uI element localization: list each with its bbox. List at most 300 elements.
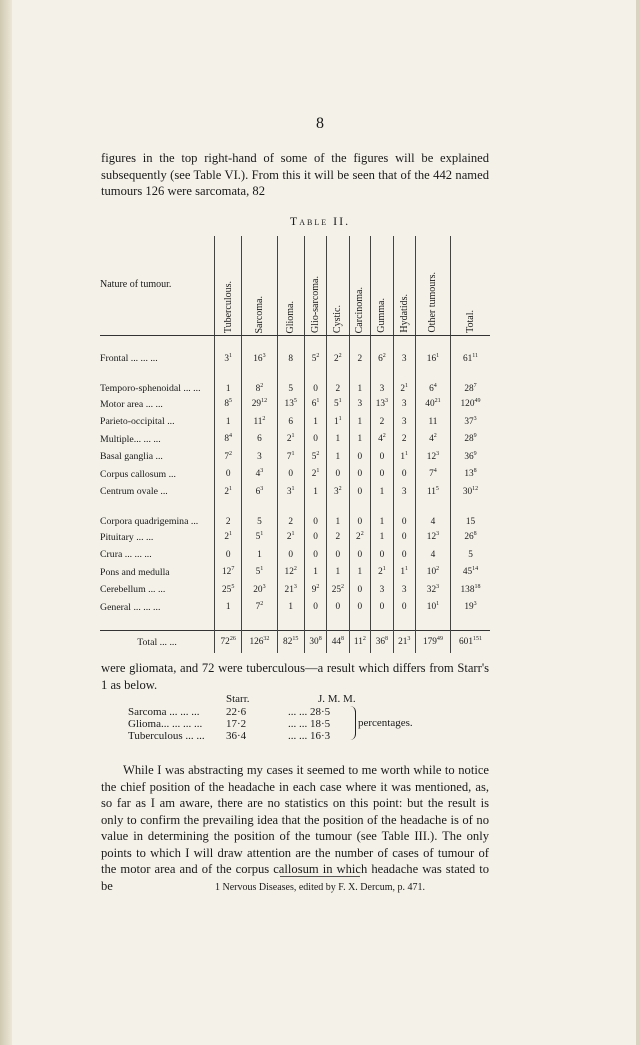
total-row: [100, 631, 490, 654]
cell-superscript: 1: [291, 450, 295, 457]
table-cell: [304, 350, 326, 368]
table-cell: [327, 581, 349, 599]
table-cell: [451, 483, 490, 501]
cell-value: 12: [284, 567, 294, 578]
cell-value: 0: [379, 549, 385, 560]
table-cell: [327, 501, 349, 529]
comparison-row-label: Glioma... ... ... ...: [128, 718, 203, 730]
cell-superscript: 5: [231, 583, 235, 590]
cell-value: 25: [222, 584, 232, 595]
cell-value: 12: [222, 567, 232, 578]
table-cell: [371, 564, 393, 582]
cell-value: 82: [283, 637, 293, 647]
cell-value: 4: [378, 434, 383, 445]
table-cell: [327, 368, 349, 396]
cell-value: 1: [225, 416, 231, 427]
cell-value: 5: [255, 532, 261, 543]
comparison-jmm-value: ... ... 16·3: [288, 730, 331, 742]
table-cell: [393, 599, 415, 617]
cell-value: 5: [311, 451, 317, 462]
table-cell: [327, 350, 349, 368]
column-header: Total.: [451, 236, 490, 336]
table-cell: [393, 466, 415, 484]
cell-superscript: 3: [262, 352, 266, 359]
table-cell: [451, 368, 490, 396]
cell-value: 0: [313, 549, 318, 560]
cell-value: 29: [251, 399, 262, 410]
table-cell: [277, 368, 304, 396]
cell-value: 7: [224, 451, 229, 462]
cell-value: 2: [379, 416, 385, 427]
table-cell: [371, 350, 393, 368]
cell-value: 0: [401, 532, 407, 543]
table-cell: [215, 599, 242, 617]
table-cell: [277, 631, 304, 654]
table-cell: [242, 368, 277, 396]
cell-value: 11: [253, 416, 263, 427]
cell-value: 9: [311, 584, 317, 595]
cell-value: 72: [220, 637, 230, 647]
table-cell: [349, 368, 371, 396]
cell-value: 5: [311, 353, 317, 364]
table-cell: [349, 431, 371, 449]
table-cell: [242, 350, 277, 368]
cell-value: 0: [379, 469, 385, 480]
table-cell: [415, 483, 450, 501]
table-cell: [327, 413, 349, 431]
table-cell: [242, 631, 277, 654]
table-cell: [277, 501, 304, 529]
cell-value: 2: [224, 486, 229, 497]
table-cell: [393, 501, 415, 529]
cell-value: 6: [255, 486, 261, 497]
column-header: Glioma.: [277, 236, 304, 336]
table-cell: [215, 413, 242, 431]
cell-value: 6: [429, 383, 434, 394]
table-cell: [242, 501, 277, 529]
cell-superscript: 9: [473, 450, 477, 457]
cell-value: 0: [357, 486, 363, 497]
table-cell: [349, 631, 371, 654]
table-cell: [349, 483, 371, 501]
cell-value: 13: [464, 469, 474, 480]
cell-value: 2: [286, 532, 292, 543]
cell-superscript: 2: [229, 450, 233, 457]
cell-superscript: 15: [292, 635, 299, 642]
cell-value: 120: [460, 399, 475, 410]
table-cell: [415, 529, 450, 547]
cell-superscript: 1: [229, 352, 233, 359]
table-spacer-row: [100, 336, 490, 351]
table-cell: [215, 431, 242, 449]
cell-value: 0: [225, 549, 231, 560]
cell-value: 2: [286, 434, 292, 445]
cell-superscript: 2: [293, 566, 297, 573]
cell-value: 16: [426, 353, 437, 364]
table-cell: [277, 431, 304, 449]
paragraph-headache: While I was abstracting my cases it seemed to me worth while to notice the chief position of the headache in each case where it was mentioned, as, so far as I am aware, there are no statistics on this point: but the result is only to confirm the prevailing idea that the position of the headache is of no value in determining the position of the tumour (see Table III.). The only points to which I will draw attention are the number of cases of tumour of the motor area and of the corpus callosum in which headache was stated to be: [101, 763, 489, 893]
column-header: Tuberculous.: [215, 236, 242, 336]
table-cell: [277, 483, 304, 501]
cell-value: 4: [255, 469, 261, 480]
table-cell: [304, 529, 326, 547]
cell-value: 1: [335, 451, 341, 462]
cell-value: 1: [335, 567, 341, 578]
paragraph-text: were gliomata, and 72 were tuberculous—a result which differs from Starr's 1 as below.: [101, 661, 489, 692]
cell-value: 3: [379, 383, 385, 394]
table-row: [100, 431, 490, 449]
cell-superscript: 1: [436, 601, 440, 608]
cell-value: 601: [459, 637, 473, 647]
cell-value: 4: [429, 434, 434, 445]
cell-superscript: 1: [316, 468, 320, 475]
table-cell: [371, 631, 393, 654]
cell-value: 3: [401, 399, 407, 410]
cell-value: 0: [401, 549, 407, 560]
cell-value: 21: [284, 584, 294, 595]
column-header: Sarcoma.: [242, 236, 277, 336]
table-cell: [215, 448, 242, 466]
table-cell: [304, 396, 326, 414]
table-row: [100, 599, 490, 617]
table-spacer-row: [100, 616, 490, 631]
cell-value: 0: [357, 584, 363, 595]
row-label: Motor area ... ...: [100, 398, 163, 410]
row-label: Corpus callosum ...: [100, 468, 176, 480]
cell-value: 5: [257, 516, 262, 527]
row-label: Cerebellum ... ...: [100, 584, 166, 596]
row-label: Multiple... ... ...: [100, 433, 161, 445]
table-cell: [371, 599, 393, 617]
footnote-divider: [280, 876, 360, 877]
cell-superscript: 12: [472, 485, 479, 492]
cell-value: 3: [401, 486, 407, 497]
table-cell: [215, 466, 242, 484]
cell-value: 0: [313, 383, 318, 394]
table-row: [100, 466, 490, 484]
comparison-jmm-value: ... ... 18·5: [288, 718, 331, 730]
cell-value: 1: [400, 567, 406, 578]
cell-superscript: 26: [229, 635, 236, 642]
cell-superscript: 21: [434, 398, 441, 405]
row-label: Corpora quadrigemina ...: [100, 515, 199, 527]
cell-superscript: 5: [435, 485, 439, 492]
table-cell: [277, 581, 304, 599]
cell-superscript: 1: [405, 382, 409, 389]
table-cell: [327, 483, 349, 501]
cell-superscript: 11: [472, 352, 479, 359]
cell-superscript: 1: [291, 531, 295, 538]
column-header: Gumma.: [371, 236, 393, 336]
cell-superscript: 2: [341, 583, 345, 590]
table-cell: [415, 466, 450, 484]
cell-superscript: 1: [229, 485, 233, 492]
cell-value: 1: [357, 416, 363, 427]
cell-value: 0: [401, 516, 407, 527]
cell-value: 3: [224, 353, 229, 364]
cell-value: 3: [401, 353, 407, 364]
cell-value: 5: [255, 567, 261, 578]
cell-value: 11: [353, 637, 363, 647]
cell-value: 36: [464, 451, 474, 462]
cell-superscript: 7: [231, 566, 235, 573]
cell-superscript: 4: [433, 382, 437, 389]
footnote: 1 Nervous Diseases, edited by F. X. Dercum, p. 471.: [215, 882, 425, 893]
table-cell: [451, 564, 490, 582]
cell-superscript: 8: [473, 531, 477, 538]
cell-value: 1: [334, 416, 339, 427]
cell-value: 13: [375, 399, 386, 410]
cell-superscript: 2: [362, 635, 366, 642]
cell-value: 37: [464, 416, 474, 427]
cell-value: 0: [288, 469, 294, 480]
table-cell: [451, 599, 490, 617]
cell-value: 44: [331, 637, 341, 647]
column-header: Hydatids.: [393, 236, 415, 336]
cell-value: 10: [426, 602, 437, 613]
table-cell: [277, 564, 304, 582]
table-cell: [327, 599, 349, 617]
cell-value: 0: [401, 469, 407, 480]
table-cell: [349, 466, 371, 484]
column-header: Glio-sarcoma.: [304, 236, 326, 336]
cell-value: 1: [225, 602, 231, 613]
table-cell: [349, 599, 371, 617]
table-cell: [327, 396, 349, 414]
cell-value: 3: [357, 399, 363, 410]
cell-value: 61: [462, 353, 473, 364]
table-cell: [327, 431, 349, 449]
cell-value: 7: [429, 469, 434, 480]
table-cell: [371, 581, 393, 599]
cell-value: 7: [255, 602, 261, 613]
table-cell: [415, 631, 450, 654]
table-cell: [277, 466, 304, 484]
table-cell: [242, 546, 277, 564]
table-cell: [215, 483, 242, 501]
cell-value: 5: [334, 399, 339, 410]
table-cell: [215, 396, 242, 414]
table-cell: [277, 599, 304, 617]
table-cell: [393, 483, 415, 501]
cell-value: 0: [379, 451, 385, 462]
cell-value: 0: [288, 549, 294, 560]
cell-value: 0: [313, 602, 318, 613]
table-cell: [304, 564, 326, 582]
table-cell: [393, 529, 415, 547]
cell-superscript: 5: [229, 398, 233, 405]
cell-superscript: 8: [385, 635, 389, 642]
cell-value: 1: [379, 486, 385, 497]
column-header: Carcinoma.: [349, 236, 371, 336]
comparison-jmm-value: ... ... 28·5: [288, 706, 331, 718]
cell-superscript: 7: [473, 382, 477, 389]
cell-value: 3: [286, 486, 292, 497]
table-cell: [304, 631, 326, 654]
cell-value: 0: [313, 516, 318, 527]
table-cell: [327, 466, 349, 484]
total-label: Total ... ...: [100, 631, 215, 654]
tumour-table: [100, 236, 490, 653]
cell-value: 2: [335, 383, 341, 394]
cell-value: 6: [257, 434, 262, 445]
cell-value: 0: [357, 549, 363, 560]
cell-value: 2: [335, 532, 341, 543]
table-cell: [327, 448, 349, 466]
table-title: Table II.: [289, 214, 351, 228]
table-cell: [393, 396, 415, 414]
cell-superscript: 2: [338, 485, 342, 492]
row-label: Frontal ... ... ...: [100, 353, 158, 365]
table-cell: [349, 581, 371, 599]
table-cell: [242, 396, 277, 414]
table-cell: [327, 546, 349, 564]
table-cell: [304, 599, 326, 617]
page-number: 8: [316, 115, 324, 132]
table-cell: [451, 466, 490, 484]
table-cell: [415, 448, 450, 466]
table-cell: [451, 529, 490, 547]
cell-value: 32: [426, 584, 437, 595]
cell-value: 1: [379, 516, 385, 527]
cell-superscript: 18: [474, 583, 481, 590]
cell-superscript: 3: [436, 531, 440, 538]
cell-superscript: 151: [472, 635, 483, 642]
table-row: [100, 350, 490, 368]
cell-superscript: 2: [436, 566, 440, 573]
table-cell: [277, 350, 304, 368]
table-cell: [371, 413, 393, 431]
cell-value: 40: [425, 399, 435, 410]
cell-value: 1: [400, 451, 406, 462]
cell-value: 1: [313, 416, 318, 427]
cell-superscript: 8: [473, 468, 477, 475]
cell-value: 1: [357, 567, 363, 578]
row-label: Basal ganglia ...: [100, 451, 163, 463]
cell-value: 1: [379, 532, 385, 543]
cell-value: 2: [225, 516, 231, 527]
cell-value: 3: [257, 451, 262, 462]
table-cell: [304, 466, 326, 484]
column-header-nature: Nature of tumour.: [100, 236, 215, 336]
table-cell: [371, 483, 393, 501]
table-body: [100, 336, 490, 654]
comparison-starr-value: 36·4: [226, 730, 247, 742]
cell-value: 126: [249, 637, 264, 647]
cell-value: 0: [313, 532, 318, 543]
cell-superscript: 1: [291, 433, 295, 440]
cell-superscript: 4: [229, 433, 233, 440]
cell-superscript: 3: [407, 635, 411, 642]
cell-superscript: 3: [473, 415, 477, 422]
table-cell: [451, 431, 490, 449]
cell-value: 5: [468, 549, 473, 560]
cell-value: 8: [224, 399, 229, 410]
cell-value: 1: [357, 383, 363, 394]
cell-superscript: 49: [474, 398, 481, 405]
cell-value: 8: [224, 434, 229, 445]
cell-superscript: 3: [260, 485, 264, 492]
table-cell: [371, 431, 393, 449]
table-row: [100, 564, 490, 582]
table-row: [100, 529, 490, 547]
table-cell: [415, 368, 450, 396]
table-cell: [349, 501, 371, 529]
cell-value: 30: [462, 486, 473, 497]
cell-value: 12: [426, 451, 437, 462]
cell-superscript: 1: [229, 531, 233, 538]
column-header: Other tumours.: [415, 236, 450, 336]
table-cell: [415, 501, 450, 529]
cell-value: 0: [335, 549, 341, 560]
cell-value: 179: [422, 637, 437, 647]
cell-value: 0: [335, 469, 341, 480]
table-cell: [415, 581, 450, 599]
cell-value: 16: [253, 353, 263, 364]
cell-superscript: 2: [316, 583, 320, 590]
cell-value: 8: [255, 383, 261, 394]
cell-value: 0: [313, 434, 318, 445]
cell-value: 1: [335, 434, 341, 445]
cell-value: 1: [335, 516, 341, 527]
cell-value: 20: [253, 584, 263, 595]
cell-value: 36: [375, 637, 386, 647]
table-cell: [277, 413, 304, 431]
table-row: [100, 368, 490, 396]
table-cell: [415, 431, 450, 449]
cell-superscript: 32: [263, 635, 270, 642]
cell-value: 138: [460, 584, 475, 595]
cell-value: 1: [313, 486, 318, 497]
cell-superscript: 1: [260, 531, 264, 538]
cell-superscript: 8: [318, 635, 322, 642]
cell-value: 2: [334, 353, 339, 364]
table-cell: [215, 368, 242, 396]
cell-value: 2: [400, 383, 406, 394]
cell-superscript: 1: [338, 415, 342, 422]
cell-value: 4: [430, 516, 436, 527]
table-row: [100, 413, 490, 431]
table-cell: [327, 631, 349, 654]
table-cell: [242, 529, 277, 547]
column-header: Cystic.: [327, 236, 349, 336]
cell-value: 2: [288, 516, 294, 527]
cell-value: 3: [334, 486, 339, 497]
table-row: [100, 483, 490, 501]
cell-superscript: 2: [382, 433, 386, 440]
table-cell: [304, 581, 326, 599]
cell-value: 3: [379, 584, 385, 595]
table-cell: [393, 631, 415, 654]
cell-superscript: 2: [262, 415, 266, 422]
table-cell: [215, 529, 242, 547]
cell-value: 0: [357, 516, 363, 527]
table-cell: [242, 466, 277, 484]
table-cell: [451, 501, 490, 529]
cell-value: 1: [288, 602, 294, 613]
table-cell: [451, 581, 490, 599]
comparison-row-label: Sarcoma ... ... ...: [128, 706, 200, 718]
cell-value: 2: [224, 532, 229, 543]
table-cell: [371, 546, 393, 564]
table-row: [100, 546, 490, 564]
comparison-header-jmm: J. M. M.: [318, 693, 356, 705]
cell-value: 2: [356, 532, 361, 543]
table-cell: [415, 413, 450, 431]
cell-value: 0: [379, 602, 385, 613]
row-label: General ... ... ...: [100, 601, 161, 613]
row-label: Parieto-occipital ...: [100, 416, 175, 428]
